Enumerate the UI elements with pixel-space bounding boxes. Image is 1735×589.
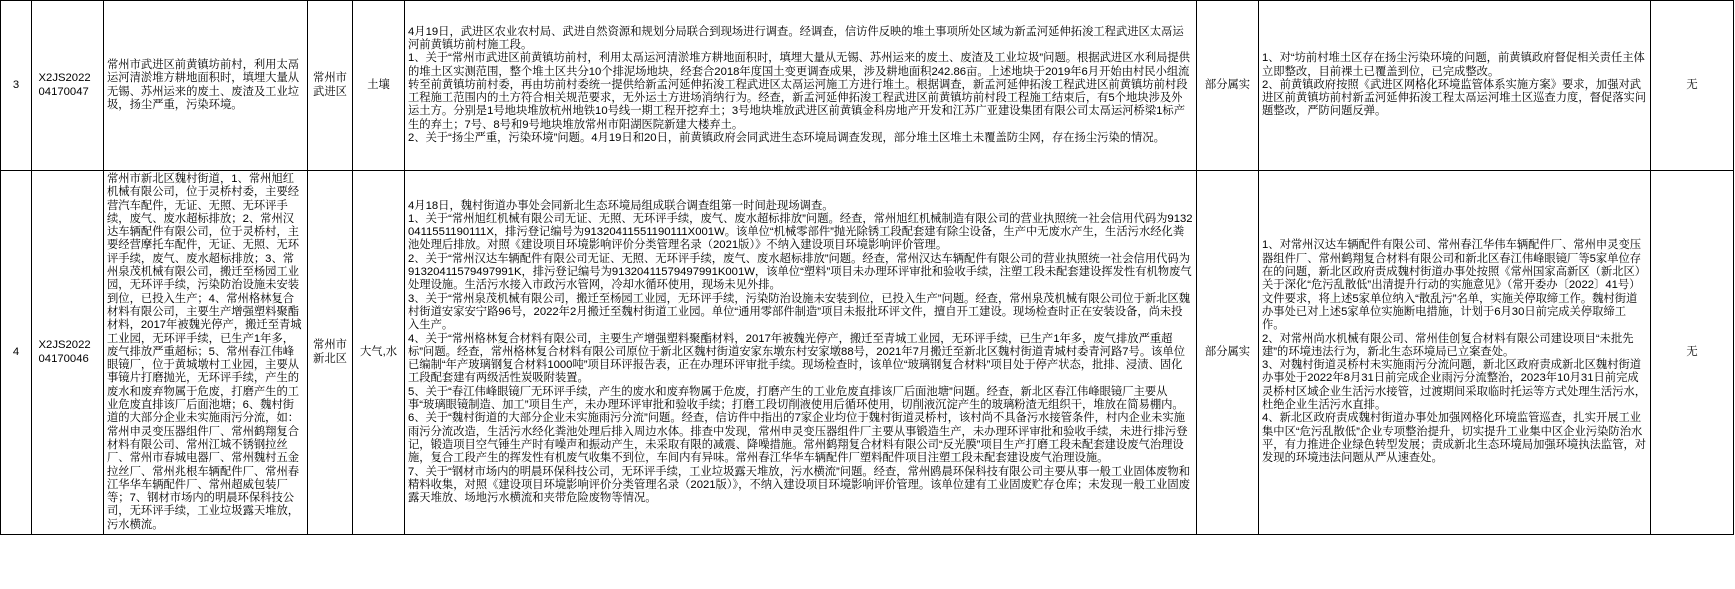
cell-pollution-type [353,171,405,535]
investigation-paragraph: 5、关于“春江伟峰眼镜厂无环评手续，产生的废水和废弃物属于危废，打磨产生的工业危废直排该厂后面池塘”问题。经查，新北区春江伟峰眼镜厂主要从事“玻璃眼镜制造、加工”项目生产，未办理环评审批和验收手续；打磨工段切削液使用后循环使用，切削液沉淀产生的玻璃粉渣无组织干，堆放在简易棚内。 [408,385,1184,412]
cell-complaint [104,1,308,171]
cell-verified [1197,171,1259,535]
cell-case-id [32,1,104,171]
row-index: 3 [12,78,20,91]
cell-investigation [405,171,1197,535]
handling-paragraph: 2、对常州尚水机械有限公司、常州佳创复合材料有限公司建设项目“未批先建”的环境违法行为，新北生态环境局已立案查处。 [1262,332,1634,358]
investigation-paragraph: 2、关于“常州汉达车辆配件有限公司无证、无照、无环评手续，废气、废水超标排放”问题。经查，常州汉达车辆配件有限公司的营业执照统一社会信用代码为91320411579497991K，排污登记编号为91320411579497991K001W，该单位“塑料”项目未办理环评审批和验收手续，注塑工段未配套建设挥发性有机物废气处理设施。生活污水接入市政污水管网，冷却水循环使用，现场未见外排。 [408,252,1192,292]
handling-paragraph: 1、对常州汉达车辆配件有限公司、常州春江华伟车辆配件厂、常州申灵变压器组件厂、常州鹤翔复合材料有限公司和新北区春江伟峰眼镜厂等5家单位存在的问题，新北区政府责成魏村街道办事处按照《常州国家高新区（新北区）关于深化“危污乱散低”出清提升行动的实施意见》（常开委办〔2022〕41号）文件要求，将上述5家单位纳入“散乱污”名单，实施关停取缔工作。魏村街道办事处已对上述5家单位实施断电措施，计划于6月30日前完成关停取缔工作。 [1262,239,1647,332]
cell-handling [1259,1,1651,171]
table-row [1,1,1734,171]
cell-handling [1259,171,1651,535]
case-id: X2JS202204170046 [38,339,91,366]
investigation-paragraph: 7、关于“钢材市场内的明晨环保科技公司，无环评手续，工业垃圾露天堆放，污水横流”问题。经查，常州鸥晨环保科技有限公司主要从事一般工业固体废物和精料收集，对照《建设项目环境影响评价分类管理名录（2021版）》，不纳入建设项目环境影响评价管理。该单位建有工业固废贮存仓库；未发现一般工业固废露天堆放、场地污水横流和夹带危险废物等情况。 [408,465,1191,505]
cell-district [308,171,353,535]
cell-index [1,171,32,535]
cell-accountability [1651,171,1734,535]
complaint-text: 常州市新北区魏村街道，1、常州旭红机械有限公司，位于灵桥村委，主要经营汽车配件，无证、无照、无环评手续，废气、废水超标排放；2、常州汉达车辆配件有限公司，位于灵桥村，主要经营摩托车配件，无证、无照、无环评手续，废气、废水超标排放；3、常州泉茂机械有限公司，搬迁至杨园工业园，无环评手续，污染防治设施未安装到位，已投入生产；4、常州格林复合材料有限公司，主要生产增强塑料聚酯材料，2017年被魏光停产，搬迁至青城工业园，无环评手续，已生产1年多，废气排放严重超标；5、常州春江伟峰眼镜厂，位于黄城墩村工业园，主要从事镜片打磨抛光，无环评手续，产生的废水和废弃物属于危废，打磨产生的工业危废直排该厂后面池塘；6、魏村街道的大部分企业未实施雨污分流，如：常州申灵变压器组件厂、常州鹤翔复合材料有限公司、常州江城不锈钢拉丝厂、常州市春城电器厂、常州魏村五金拉丝厂、常州兆根车辆配件厂、常州春江华华车辆配件厂、常州超威包装厂等；7、钢材市场内的明晨环保科技公司，无环评手续，工业垃圾露天堆放，污水横流。 [107,173,302,531]
district-text: 常州市新北区 [313,339,347,365]
cell-case-id [32,171,104,535]
case-id: X2JS202204170047 [38,72,91,99]
cell-verified [1197,1,1259,171]
row-index: 4 [12,345,20,358]
complaint-text: 常州市武进区前黄镇坊前村，利用太鬲运河清淤堆方耕地面积时，填埋大量从无锡、苏州运来的废土、废渣及工业垃圾，扬尘严重，污染环境。 [107,58,300,111]
table-row [1,171,1734,535]
investigation-paragraph: 4月18日，魏村街道办事处会同新北生态环境局组成联合调查组第一时间赴现场调查。 [408,199,834,212]
investigation-paragraph: 2、关于“扬尘严重，污染环境”问题。4月19日和20日，前黄镇政府会同武进生态环境局调查发现，部分堆土区堆土未覆盖防尘网，存在扬尘污染的情况。 [408,132,1165,145]
cell-index [1,1,32,171]
investigation-paragraph: 1、关于“常州市武进区前黄镇坊前村，利用太鬲运河清淤堆方耕地面积时，填埋大量从无锡、苏州运来的废土、废渣及工业垃圾”问题。根据武进区水利局提供的堆土区实测范围，整个堆土区共分10个排泥场地块，经套合2018年度国土变更调查成果，涉及耕地面积242.86亩。上述地块于2019年6月开始由村民小组流转至前黄镇坊前村委，再由坊前村委统一提供给新孟河延伸拓浚工程武进区太鬲运河施工方进行堆土。根据调查，新孟河延伸拓浚工程武进区前黄镇坊前村段工程施工范围内的土方符合相关规范要求，无外运土方进场消纳行为。经查，新孟河延伸拓浚工程武进区前黄镇坊前村段工程施工结束后，有5个地块涉及外运土方。分别是1号地块堆放杭州地铁10号线一期工程开挖弃土；3号地块堆放武进区前黄镇金科房地产开发和江苏广亚建设集团有限公司太鬲运河桥梁1标产生的弃土；7号、8号和9号地块堆放常州市阳湖医院新建大楼弃土。 [408,52,1191,131]
investigation-paragraph: 1、关于“常州旭红机械有限公司无证、无照、无环评手续，废气、废水超标排放”问题。经查，常州旭红机械制造有限公司的营业执照统一社会信用代码为91320411551190111X，排污登记编号为91320411551190111X001W。该单位“机械零部件”抛光除锈工段配套建有除尘设备，生产中无废水产生，生活污水经化粪池处理后排放。对照《建设项目环境影响评价分类管理名录（2021版）》不纳入建设项目环境影响评价管理。 [408,212,1193,252]
pollution-type-text: 土壤 [367,78,390,91]
cell-accountability [1651,1,1734,171]
investigation-paragraph: 4月19日，武进区农业农村局、武进自然资源和规划分局联合到现场进行调查。经调查，信访件反映的堆土事项所处区域为新孟河延伸拓浚工程武进区太鬲运河前黄镇坊前村施工段。 [408,25,1184,51]
handling-paragraph: 2、前黄镇政府按照《武进区网格化环境监管体系实施方案》要求，加强对武进区前黄镇坊前村新孟河延伸拓浚工程太鬲运河堆土区巡查力度，督促落实问题整改，严防问题反弹。 [1262,78,1647,118]
verified-text: 部分属实 [1204,78,1251,91]
investigation-paragraph: 4、关于“常州格林复合材料有限公司，主要生产增强塑料聚酯材料，2017年被魏光停产，搬迁至青城工业园，无环评手续，已生产1年多，废气排放严重超标”问题。经查，常州格林复合材料有限公司原位于新北区魏村街道安家东墩东村安家墩88号，2021年7月搬迁至新北区魏村街道青城村委青河路7号。该单位已编制“年产玻璃钢复合材料1000吨”项目环评报告表，正在办理环评审批手续。现场检查时，该单位“玻璃钢复合材料”项目处于停产状态，批排、浸渍、固化工段配套建有两级活性炭吸附装置。 [408,332,1186,385]
cell-complaint [104,171,308,535]
cell-district [308,1,353,171]
investigation-paragraph: 3、关于“常州泉茂机械有限公司，搬迁至杨园工业园，无环评手续，污染防治设施未安装到位，已投入生产”问题。经查，常州泉茂机械有限公司位于新北区魏村街道安家安宁路96号，2022年2月搬迁至魏村街道工业园。单位“通用零部件制造”项目未报批环评文件，擅自开工建设。现场检查时正在安装设备，尚未投入生产。 [408,292,1191,332]
handling-paragraph: 4、新北区政府责成魏村街道办事处加强网格化环境监管巡查，扎实开展工业集中区“危污乱散低”企业专项整治提升，切实提升工业集中区企业污染防治水平，有力推进企业绿色转型发展；责成新北生态环境局加强环境执法监管，对发现的环境违法问题从严从速查处。 [1262,412,1647,465]
cell-investigation [405,1,1197,171]
accountability-text: 无 [1686,345,1698,358]
accountability-text: 无 [1686,78,1698,91]
handling-paragraph: 3、对魏村街道灵桥村未实施雨污分流问题，新北区政府责成新北区魏村街道办事处于2022年8月31日前完成企业雨污分流整治，2023年10月31日前完成灵桥村区域企业生活污水接管，过渡期间采取临时托运等方式处理生活污水，杜绝企业生活污水直排。 [1262,359,1647,412]
district-text: 常州市武进区 [313,72,347,98]
cell-pollution-type [353,1,405,171]
verified-text: 部分属实 [1204,345,1251,358]
investigation-paragraph: 6、关于“魏村街道的大部分企业未实施雨污分流”问题。经查，信访件中指出的7家企业均位于魏村街道灵桥村，该村尚不具备污水接管条件，村内企业未实施雨污分流改造，生活污水经化粪池处理后排入周边水体。排查中发现，常州申灵变压器组件厂主要从事锻造生产，未办理环评审批和验收手续，未进行排污登记，锻造项目空气锤生产时有噪声和振动产生，未采取有限的减震、降噪措施。常州鹤翔复合材料有限公司“反光膜”项目生产打磨工段未配套建设废气治理设施，复合工段产生的挥发性有机废气收集不到位，车间内有异味。常州春江华华车辆配件厂塑料配件项目注塑工段未配套建设废气治理设施。 [408,412,1188,465]
pollution-type-text: 大气,水 [359,345,398,358]
handling-paragraph: 1、对“坊前村堆土区存在扬尘污染环境的问题，前黄镇政府督促相关责任主体立即整改，目前裸土已覆盖到位，已完成整改。 [1262,52,1645,78]
